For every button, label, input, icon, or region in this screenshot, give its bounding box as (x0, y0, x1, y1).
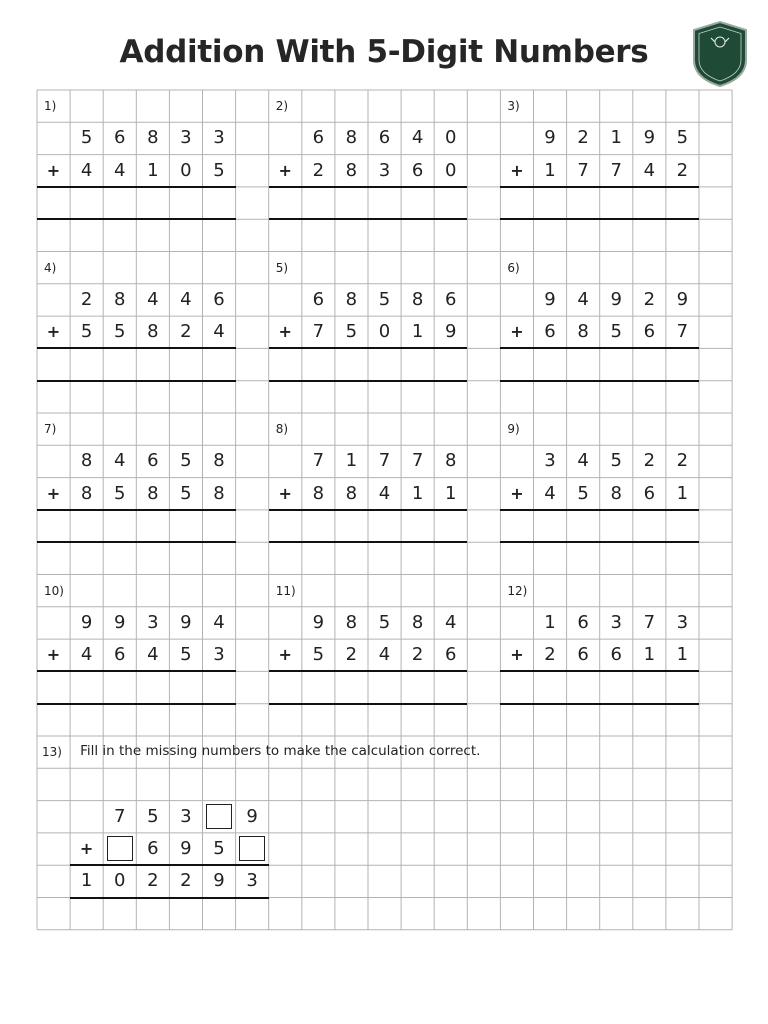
digit: 5 (577, 482, 589, 504)
digit: 5 (180, 644, 192, 666)
plus-sign: + (510, 160, 524, 180)
digit: 5 (312, 644, 325, 666)
digit: 4 (213, 611, 225, 633)
digit: 3 (610, 611, 622, 633)
digit: 4 (378, 644, 391, 666)
answer-top-line (37, 670, 236, 672)
digit: 8 (147, 321, 159, 343)
digit: 8 (411, 611, 424, 633)
digit: 1 (610, 127, 622, 149)
answer-top-line (269, 186, 468, 188)
answer-top-line (269, 509, 468, 511)
plus-sign: + (46, 322, 61, 342)
digit: 0 (444, 159, 457, 181)
digit: 8 (147, 127, 159, 149)
answer-top-line (500, 347, 699, 349)
digit: 4 (113, 450, 126, 472)
digit: 2 (312, 159, 325, 181)
digit: 6 (577, 644, 589, 666)
answer-bottom-line (500, 703, 699, 705)
question-number: 9) (507, 422, 520, 436)
digit: 8 (577, 321, 589, 343)
question-number: 1) (44, 99, 57, 113)
digit: 4 (213, 321, 225, 343)
digit: 7 (312, 321, 325, 343)
digit: 4 (444, 611, 457, 633)
digit: 3 (213, 644, 225, 666)
digit: 6 (444, 288, 457, 310)
digit: 4 (378, 482, 391, 504)
missing-digit-box[interactable] (107, 836, 133, 861)
digit: 6 (113, 644, 126, 666)
digit: 4 (113, 159, 126, 181)
digit: 5 (80, 127, 93, 149)
digit: 1 (643, 644, 656, 666)
answer-bottom-line (500, 218, 699, 220)
digit: 3 (544, 450, 556, 472)
digit: 4 (147, 644, 159, 666)
digit: 1 (676, 644, 689, 666)
digit: 8 (113, 288, 126, 310)
answer-bottom-line (37, 703, 236, 705)
digit: 2 (676, 450, 689, 472)
digit: 5 (213, 159, 225, 181)
answer-bottom-line (269, 541, 468, 543)
digit: 6 (378, 127, 391, 149)
answer-top-line (37, 509, 236, 511)
plus-sign: + (278, 645, 292, 665)
digit: 9 (246, 805, 258, 827)
digit: 6 (147, 450, 159, 472)
digit: 1 (411, 321, 424, 343)
digit: 2 (180, 321, 192, 343)
digit: 4 (577, 288, 589, 310)
digit: 4 (544, 482, 556, 504)
digit: 8 (80, 482, 93, 504)
answer-bottom-line (269, 380, 468, 382)
question-number: 13) (42, 745, 62, 759)
answer-bottom-line (37, 380, 236, 382)
digit: 5 (378, 288, 391, 310)
digit: 6 (312, 288, 325, 310)
question-13-instruction: Fill in the missing numbers to make the calculation correct. (80, 743, 481, 759)
digit: 7 (643, 611, 656, 633)
answer-top-line (500, 509, 699, 511)
digit: 6 (213, 288, 225, 310)
digit: 2 (544, 644, 556, 666)
plus-sign: + (79, 838, 94, 858)
answer-bottom-line (269, 218, 468, 220)
digit: 2 (80, 288, 93, 310)
digit: 5 (113, 321, 126, 343)
plus-sign: + (510, 483, 524, 503)
digit: 0 (444, 127, 457, 149)
digit: 9 (180, 837, 192, 859)
digit: 9 (610, 288, 622, 310)
digit: 4 (80, 644, 93, 666)
digit: 9 (312, 611, 325, 633)
digit: 9 (180, 611, 192, 633)
digit: 5 (113, 482, 126, 504)
plus-sign: + (46, 483, 61, 503)
digit: 1 (147, 159, 159, 181)
digit: 9 (544, 127, 556, 149)
digit: 6 (444, 644, 457, 666)
result-digit: 1 (80, 870, 93, 892)
digit: 1 (544, 159, 556, 181)
digit: 4 (577, 450, 589, 472)
digit: 7 (411, 450, 424, 472)
digit: 4 (180, 288, 192, 310)
digit: 5 (610, 450, 622, 472)
digit: 8 (444, 450, 457, 472)
result-digit: 2 (180, 870, 192, 892)
answer-bottom-line (37, 218, 236, 220)
digit: 6 (610, 644, 622, 666)
digit: 6 (643, 482, 656, 504)
result-digit: 3 (246, 870, 258, 892)
digit: 3 (378, 159, 391, 181)
result-digit: 0 (113, 870, 126, 892)
answer-top-line (70, 864, 269, 866)
digit: 8 (345, 611, 358, 633)
digit: 5 (180, 450, 192, 472)
missing-digit-box[interactable] (206, 804, 232, 829)
worksheet-title: Addition With 5-Digit Numbers (119, 34, 649, 70)
digit: 9 (80, 611, 93, 633)
digit: 3 (147, 611, 159, 633)
digit: 4 (80, 159, 93, 181)
plus-sign: + (510, 645, 524, 665)
digit: 8 (345, 159, 358, 181)
question-number: 4) (44, 260, 57, 275)
digit: 5 (378, 611, 391, 633)
answer-top-line (269, 347, 468, 349)
question-number: 2) (275, 99, 289, 113)
digit: 3 (180, 805, 192, 827)
answer-top-line (500, 186, 699, 188)
digit: 6 (577, 611, 589, 633)
answer-top-line (269, 670, 468, 672)
answer-top-line (37, 186, 236, 188)
digit: 3 (676, 611, 689, 633)
missing-digit-box[interactable] (239, 836, 265, 861)
digit: 1 (676, 482, 689, 504)
digit: 8 (147, 482, 159, 504)
plus-sign: + (46, 645, 61, 665)
digit: 7 (577, 159, 589, 181)
digit: 1 (345, 450, 358, 472)
digit: 6 (544, 321, 556, 343)
digit: 8 (345, 127, 358, 149)
question-number: 5) (275, 260, 289, 275)
digit: 9 (444, 321, 457, 343)
digit: 7 (113, 805, 126, 827)
digit: 8 (213, 482, 225, 504)
digit: 7 (312, 450, 325, 472)
digit: 9 (643, 127, 656, 149)
digit: 5 (345, 321, 358, 343)
question-number: 6) (507, 260, 520, 275)
digit: 8 (411, 288, 424, 310)
digit: 9 (676, 288, 689, 310)
digit: 8 (610, 482, 622, 504)
question-number: 10) (44, 583, 64, 598)
digit: 3 (180, 127, 192, 149)
question-number: 7) (44, 422, 57, 436)
digit: 6 (643, 321, 656, 343)
answer-top-line (500, 670, 699, 672)
digit: 0 (378, 321, 391, 343)
digit: 8 (213, 450, 225, 472)
plus-sign: + (46, 160, 61, 180)
question-number: 8) (275, 422, 289, 436)
digit: 5 (610, 321, 622, 343)
digit: 2 (577, 127, 589, 149)
result-digit: 2 (147, 870, 159, 892)
digit: 3 (213, 127, 225, 149)
digit: 9 (113, 611, 126, 633)
plus-sign: + (278, 160, 292, 180)
digit: 6 (147, 837, 159, 859)
digit: 6 (411, 159, 424, 181)
answer-bottom-line (500, 380, 699, 382)
digit: 4 (643, 159, 656, 181)
digit: 7 (676, 321, 689, 343)
digit: 7 (610, 159, 622, 181)
digit: 5 (676, 127, 689, 149)
digit: 6 (113, 127, 126, 149)
answer-bottom-line (269, 703, 468, 705)
digit: 2 (643, 450, 656, 472)
digit: 5 (180, 482, 192, 504)
result-digit: 9 (213, 870, 225, 892)
digit: 4 (411, 127, 424, 149)
plus-sign: + (510, 322, 524, 342)
digit: 2 (411, 644, 424, 666)
digit: 8 (345, 288, 358, 310)
digit: 1 (544, 611, 556, 633)
digit: 9 (544, 288, 556, 310)
question-number: 3) (507, 99, 520, 113)
digit: 2 (345, 644, 358, 666)
digit: 8 (80, 450, 93, 472)
plus-sign: + (278, 322, 292, 342)
digit: 1 (444, 482, 457, 504)
question-number: 12) (507, 583, 528, 598)
plus-sign: + (278, 483, 292, 503)
digit: 5 (213, 837, 225, 859)
digit: 8 (312, 482, 325, 504)
answer-bottom-line (500, 541, 699, 543)
digit: 7 (378, 450, 391, 472)
digit: 1 (411, 482, 424, 504)
digit: 0 (180, 159, 192, 181)
digit: 6 (312, 127, 325, 149)
digit: 5 (147, 805, 159, 827)
answer-bottom-line (37, 541, 236, 543)
digit: 8 (345, 482, 358, 504)
question-number: 11) (275, 583, 296, 598)
digit: 2 (643, 288, 656, 310)
digit: 5 (80, 321, 93, 343)
digit: 2 (676, 159, 689, 181)
answer-bottom-line (70, 897, 269, 899)
digit: 4 (147, 288, 159, 310)
answer-top-line (37, 347, 236, 349)
